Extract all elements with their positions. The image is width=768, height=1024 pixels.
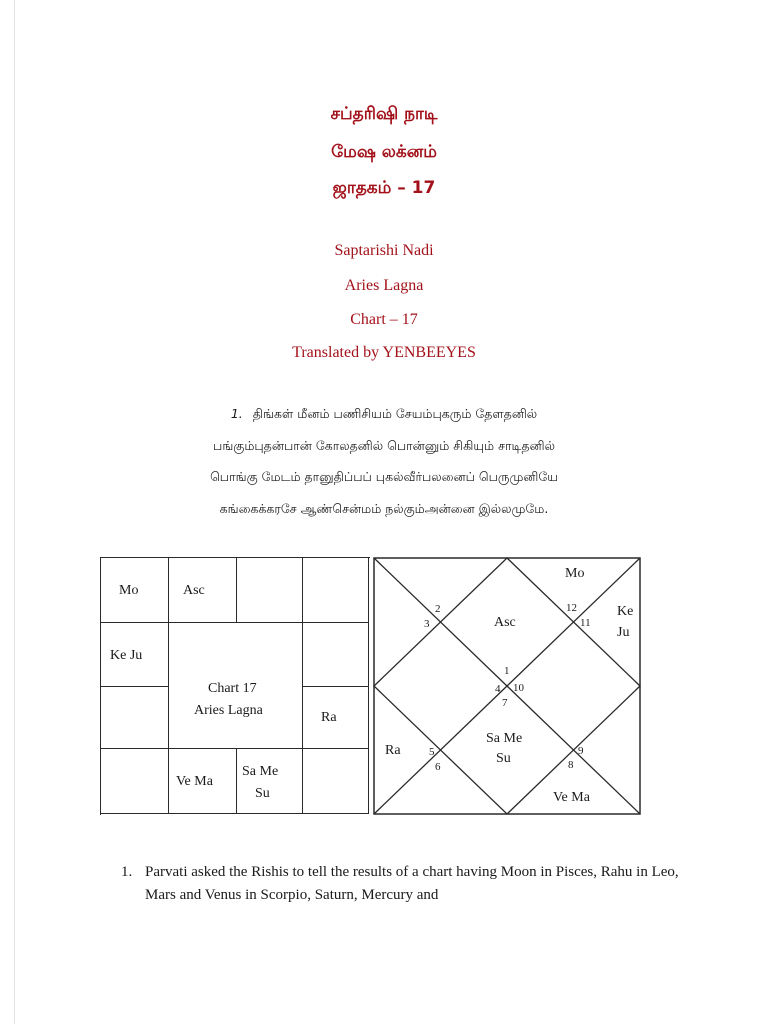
tamil-title-line3: ஜாதகம் – 17	[332, 178, 436, 198]
paragraph-text: Parvati asked the Rishis to tell the results of a chart having Moon in Pisces, Rahu in Leo, Mars and Venus in Scorpio, Saturn, Mercury and	[145, 864, 679, 903]
house-number-2: 2	[435, 603, 441, 615]
cell-taurus	[237, 558, 303, 623]
cell-virgo	[303, 749, 369, 814]
paragraph-number: 1.	[121, 864, 133, 880]
house5-planets: Ra	[385, 743, 401, 758]
house10-planets-line2: Ju	[617, 625, 630, 640]
leo-planets: Ra	[321, 710, 337, 725]
cell-gemini	[303, 558, 369, 623]
english-title-line3: Chart – 17	[350, 311, 418, 328]
house4-planets-line1: Sa Me	[486, 731, 523, 746]
verse-line-1	[0, 406, 768, 423]
tamil-title-line1: சப்தரிஷி நாடி	[330, 104, 438, 124]
house11-planets: Mo	[565, 566, 585, 581]
house1-planets: Asc	[494, 615, 516, 630]
house-number-4: 4	[495, 683, 501, 695]
scorpio-planets: Ve Ma	[176, 774, 213, 789]
libra-planets-line2: Su	[255, 786, 270, 801]
english-title-line4: Translated by YENBEEYES	[292, 344, 476, 361]
house10-planets-line1: Ke	[617, 604, 634, 619]
south-indian-chart	[100, 557, 370, 815]
house-number-1: 1	[504, 665, 510, 677]
cell-sagittarius	[101, 749, 169, 814]
cell-cancer	[303, 623, 369, 687]
house-number-9: 9	[578, 745, 584, 757]
house4-planets-line2: Su	[496, 751, 511, 766]
north-indian-chart	[373, 557, 641, 815]
verse-line-4: கங்கைக்கரசே ஆண்சென்மம் நல்கும்அன்னை இல்லமுமே.	[219, 501, 549, 516]
aries-planets: Asc	[183, 583, 205, 598]
north-chart-lines	[373, 557, 641, 815]
cell-capricorn	[101, 687, 169, 749]
verse-number: 1.	[230, 406, 243, 421]
house-number-5: 5	[429, 746, 435, 758]
verse-line-3: பொங்கு மேடம் தானுதிப்பப் புகல்வீர்பலனைப் பெருமுனியே	[210, 469, 558, 484]
house-number-8: 8	[568, 759, 574, 771]
house8-planets: Ve Ma	[553, 790, 590, 805]
house-number-3: 3	[424, 618, 430, 630]
house-number-12: 12	[566, 602, 577, 614]
tamil-title-line2: மேஷ லக்னம்	[331, 142, 437, 162]
english-title-line2: Aries Lagna	[344, 277, 424, 294]
verse-line-2: பங்கும்புதன்பான் கோலதனில் பொன்னும் சிகியும் சாடிதனில்	[213, 438, 555, 453]
english-title-line1: Saptarishi Nadi	[334, 242, 434, 259]
house-number-6: 6	[435, 761, 441, 773]
center-title-line1: Chart 17	[208, 681, 257, 696]
verse-line-1-text: திங்கள் மீனம் பணிசியம் சேயம்புகரும் தேளதனில்	[252, 406, 538, 421]
house-number-7: 7	[502, 697, 508, 709]
translation-paragraph	[121, 861, 681, 907]
aquarius-planets: Ke Ju	[110, 648, 143, 663]
center-title-line2: Aries Lagna	[194, 703, 263, 718]
house-number-10: 10	[513, 682, 524, 694]
house-number-11: 11	[580, 617, 591, 629]
cell-libra	[237, 749, 303, 814]
pisces-planets: Mo	[119, 583, 139, 598]
libra-planets-line1: Sa Me	[242, 764, 279, 779]
